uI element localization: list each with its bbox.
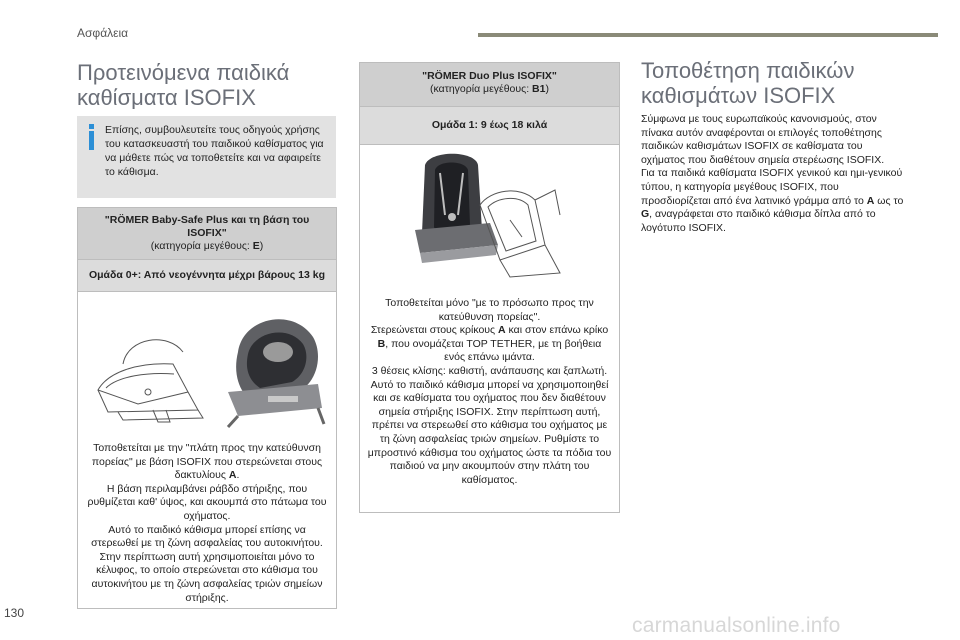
category-suffix: ): [259, 240, 264, 252]
desc-para-1: Τοποθετείται μόνο "με το πρόσωπο προς την κατεύθυνση πορείας".: [385, 297, 594, 323]
desc-para-2: Η βάση περιλαμβάνει ράβδο στήριξης, που ρυθμίζεται καθ' ύψος, και ακουμπά στο πάτωμα του οχήματος.: [87, 482, 327, 522]
body-para-1: Σύμφωνα με τους ευρωπαϊκούς κανονισμούς, στον πίνακα αυτόν αναφέρονται οι επιλογές τοποθέτησης παιδικών καθισμάτων ISOFIX σε καθίσματα του οχήματος που διαθέτουν σημεία στερέωσης ISOFIX.: [641, 113, 885, 166]
seat-group: Ομάδα 0+: Από νεογέννητα μέχρι βάρους 13 kg: [78, 260, 336, 292]
seat-name: "RÖMER Baby-Safe Plus και τη βάση του ISOFIX": [104, 214, 310, 239]
info-note: [77, 116, 336, 198]
desc-2-code-a: A: [498, 324, 506, 337]
watermark: carmanualsonline.info: [632, 614, 841, 637]
baby-seat-illustration: [78, 292, 336, 432]
category-prefix: (κατηγορία μεγέθους:: [430, 83, 533, 95]
desc-para-3: 3 θέσεις κλίσης: καθιστή, ανάπαυσης και ξαπλωτή.: [371, 364, 608, 377]
body-para-2: [641, 167, 906, 235]
section-title: Τοποθέτηση παιδικών καθισμάτων ISOFIX: [641, 58, 855, 108]
seat-header: [78, 208, 336, 260]
desc-1-text: Τοποθετείται με την "πλάτη προς την κατεύθυνση πορείας" με βάση ISOFIX που στερεώνεται στους δακτυλίους: [91, 442, 323, 482]
desc-2c: , που ονομάζεται TOP TETHER, με τη βοήθεια ενός επάνω ιμάντα.: [385, 337, 602, 364]
para-2b: ως το: [874, 194, 904, 207]
category-code: B1: [532, 83, 546, 95]
para-2c: , αναγράφεται στο παιδικό κάθισμα δίπλα από το λογότυπο ISOFIX.: [641, 208, 876, 234]
info-icon: [87, 124, 97, 150]
desc-1-end: .: [236, 469, 240, 482]
desc-para-2: [366, 324, 613, 365]
seat-header: [360, 63, 619, 107]
desc-para-3: Αυτό το παιδικό κάθισμα μπορεί επίσης να στερεωθεί με τη ζώνη ασφαλείας του αυτοκινήτου. Στην περίπτωση αυτή χρησιμοποιείται μόνο το κέλυφος, το οποίο στερεώνεται στο κάθισμα του αυτοκινήτου με τη ζώνη ασφαλείας τριών σημείων στήριξης.: [91, 523, 323, 604]
info-text: Επίσης, συμβουλευτείτε τους οδηγούς χρήσης του κατασκευαστή του παιδικού καθίσματος για να μάθετε πώς να τοποθετείτε και να αφαιρείτε το κάθισμα.: [105, 124, 324, 178]
section-label: Ασφάλεια: [77, 26, 129, 40]
seat-category: [368, 83, 611, 96]
seat-card-duo-plus: [359, 62, 620, 513]
para-2-code-a: A: [866, 194, 875, 207]
desc-para-4: Αυτό το παιδικό κάθισμα μπορεί να χρησιμοποιηθεί και σε καθίσματα του οχήματος που δεν διαθέτουν σημεία στήριξης ISOFIX. Στην περίπτωση αυτή, πρέπει να στερεωθεί στο κάθισμα του οχήματος με τη ζώνη ασφαλείας τριών σημείων. Ρυθμίστε το μπροστινό κάθισμα του οχήματος ώστε τα πόδια του παιδιού να μην ακουμπούν στην πλάτη του καθίσματος.: [367, 378, 612, 486]
child-seat-illustration: [360, 145, 619, 285]
seat-card-baby-safe: [77, 207, 337, 609]
desc-2a: Στερεώνεται στους κρίκους: [370, 324, 499, 337]
para-2-code-g: G: [641, 208, 650, 221]
desc-para-1: [84, 442, 330, 483]
seat-category: [86, 240, 328, 253]
category-suffix: ): [545, 83, 549, 95]
page-title: Προτεινόμενα παιδικά καθίσματα ISOFIX: [77, 60, 290, 110]
seat-description: [360, 285, 619, 487]
seat-description: [78, 432, 336, 605]
category-code: E: [252, 240, 260, 252]
header-rule: [478, 33, 938, 37]
page-number: 130: [4, 606, 25, 620]
desc-1-code: A: [228, 469, 237, 482]
seat-name: "RÖMER Duo Plus ISOFIX": [422, 70, 557, 82]
seat-group: Ομάδα 1: 9 έως 18 κιλά: [360, 107, 619, 145]
para-2a: Για τα παιδικά καθίσματα ISOFIX γενικού και ημι-γενικού τύπου, η κατηγορία μεγέθους ISOFIX, που προσδιορίζεται από ένα λατινικό γράμμα από το: [641, 167, 903, 207]
category-prefix: (κατηγορία μεγέθους:: [150, 240, 253, 252]
section-body: [641, 113, 906, 235]
desc-2-code-b: B: [377, 337, 386, 350]
desc-2b: και στον επάνω κρίκο: [505, 324, 609, 337]
